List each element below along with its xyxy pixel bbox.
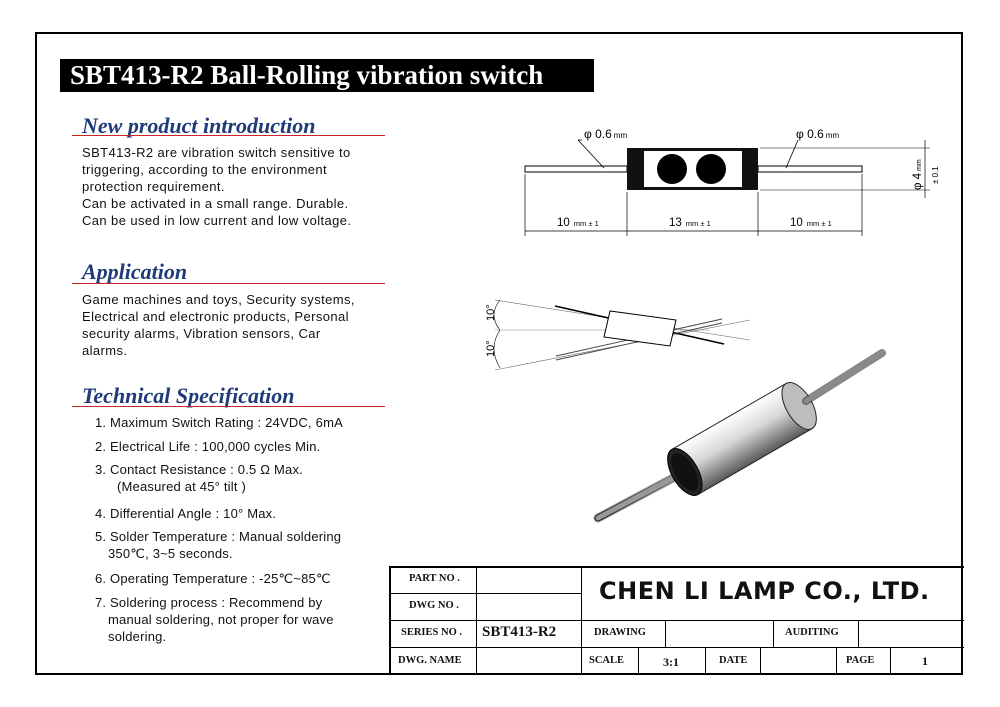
application-line: Electrical and electronic products, Personal [82,309,349,324]
company-name: CHEN LI LAMP CO., LTD. [599,577,930,605]
svg-text:10°: 10° [485,340,497,357]
intro-line: triggering, according to the environment [82,162,328,177]
series-no-label: SERIES NO . [401,627,462,638]
series-no-value: SBT413-R2 [482,624,557,640]
spec-item: 4. Differential Angle : 10° Max. [95,506,277,521]
intro-line: Can be activated in a small range. Durable. [82,196,349,211]
svg-text:φ 4mm: φ 4mm [912,159,924,190]
scale-value: 3:1 [663,655,679,669]
date-label: DATE [719,655,748,666]
auditing-label: AUDITING [785,627,839,638]
ball-icon [657,154,687,184]
page-label: PAGE [846,655,875,666]
page-title: SBT413-R2 Ball-Rolling vibration switch [60,59,594,92]
application-line: alarms. [82,343,128,358]
spec-item: 7. Soldering process : Recommend by manual soldering, not proper for wave soldering. [95,595,334,644]
application-heading: Application [82,259,188,284]
intro-line: SBT413-R2 are vibration switch sensitive to [82,145,351,160]
dim-left-label: 10 mm ± 1 [557,217,599,229]
svg-text:10°: 10° [485,304,497,321]
svg-text:± 0.1: ± 0.1 [931,166,940,184]
component-3d [598,353,882,518]
application-line: security alarms, Vibration sensors, Car [82,326,321,341]
body-tol-label [931,166,940,184]
body-dia-label [912,159,924,190]
lead-dia-right-label: φ 0.6 mm [796,127,840,141]
scale-label: SCALE [589,655,625,666]
dwg-no-label: DWG NO . [409,600,459,611]
part-no-label: PART NO . [409,573,460,584]
dwg-name-label: DWG. NAME [398,655,462,666]
spec-item: 6. Operating Temperature : -25℃~85℃ [95,571,331,586]
application-line: Game machines and toys, Security systems, [82,292,355,307]
dim-right-label: 10 mm ± 1 [790,217,832,229]
ball-icon [696,154,726,184]
intro-line: Can be used in low current and low voltage. [82,213,352,228]
lead-dia-left-label: φ 0.6 mm [584,127,628,141]
dim-mid-label: 13 mm ± 1 [669,217,711,229]
intro-line: protection requirement. [82,179,225,194]
page-value: 1 [922,654,928,668]
spec-item: 1. Maximum Switch Rating : 24VDC, 6mA [95,415,343,430]
angle-bottom-label [485,340,497,357]
angle-top-label [485,304,497,321]
tilt-diagram [494,300,750,370]
spec-item: 2. Electrical Life : 100,000 cycles Min. [95,439,321,454]
spec-item: 5. Solder Temperature : Manual soldering 350℃, 3~5 seconds. [95,529,342,561]
specs-heading: Technical Specification [82,383,295,408]
drawing-label: DRAWING [594,627,646,638]
spec-item: 3. Contact Resistance : 0.5 Ω Max. (Measured at 45° tilt ) [95,462,303,494]
intro-heading: New product introduction [82,113,316,138]
